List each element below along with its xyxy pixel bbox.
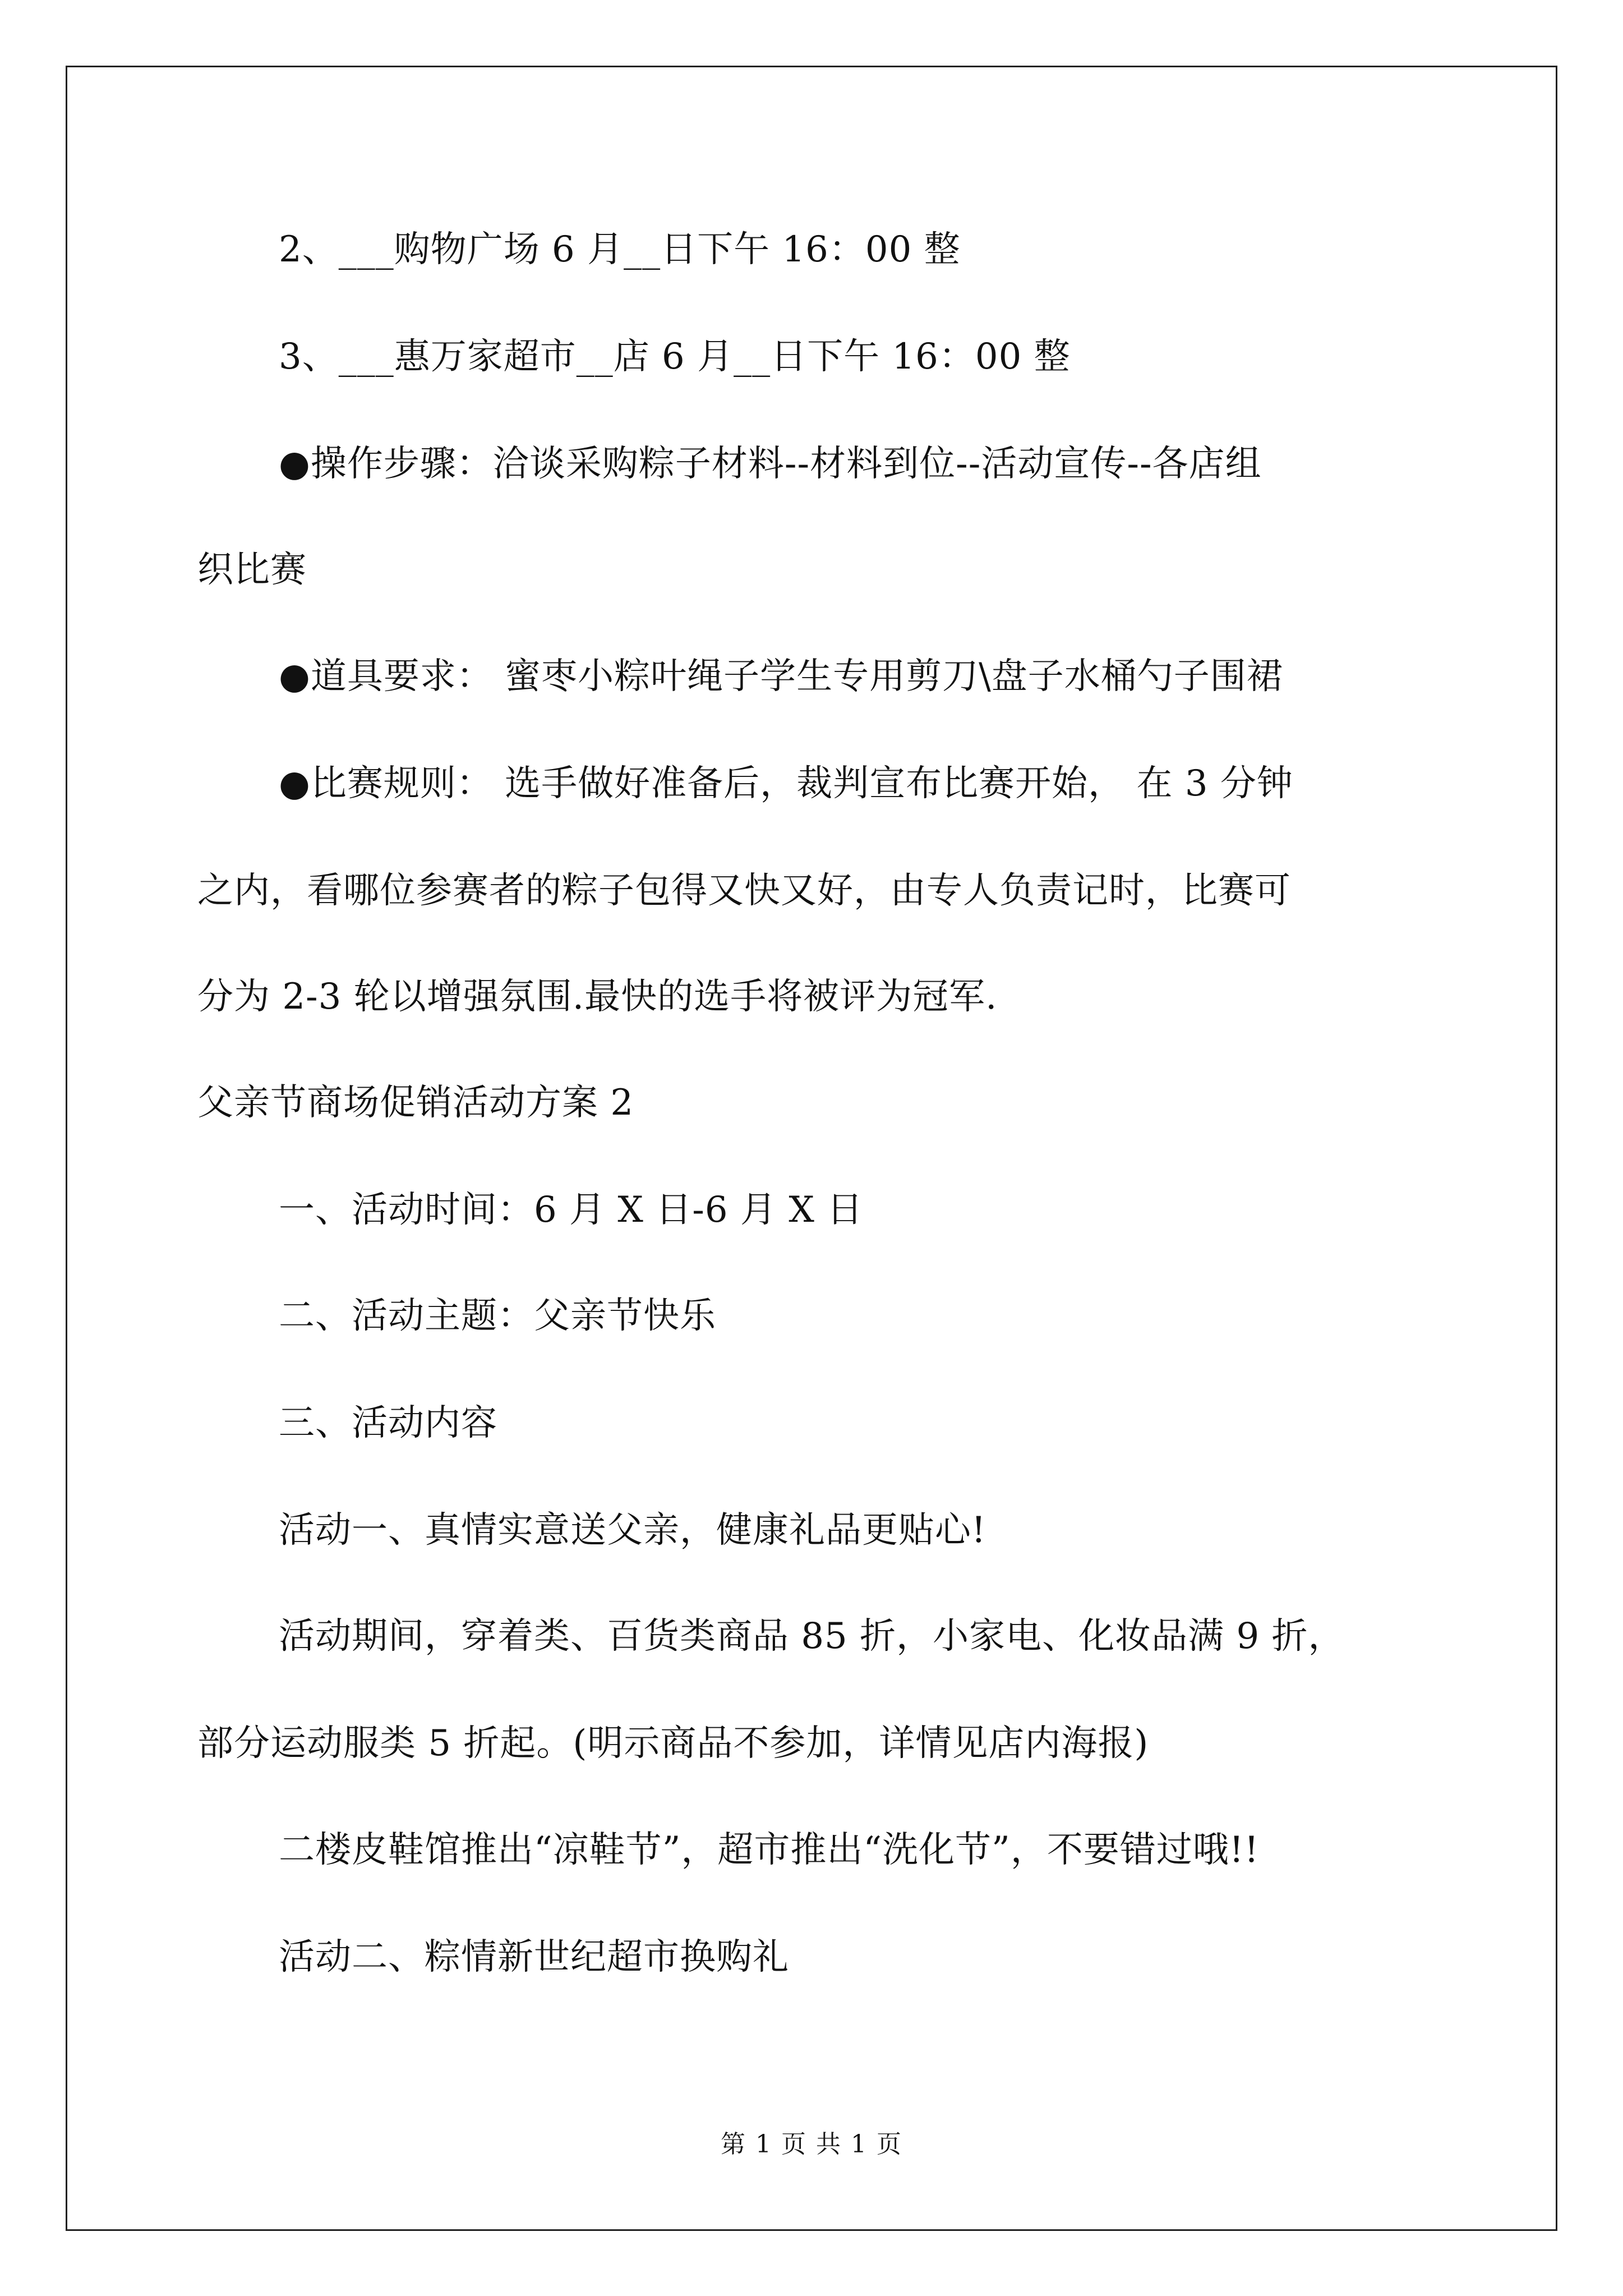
text-line: 二、活动主题：父亲节快乐 — [279, 1295, 716, 1337]
text-line: 分为 2-3 轮以增强氛围.最快的选手将被评为冠军. — [197, 976, 998, 1018]
text-line: 活动一、真情实意送父亲，健康礼品更贴心! — [279, 1510, 986, 1551]
text-line: ●比赛规则： 选手做好准备后，裁判宣布比赛开始， 在 3 分钟 — [279, 763, 1293, 804]
text-line: 3、___惠万家超市__店 6 月__日下午 16：00 整 — [279, 336, 1071, 378]
text-line: 2、___购物广场 6 月__日下午 16：00 整 — [279, 229, 961, 270]
page-border — [66, 66, 1557, 2231]
text-line: ●操作步骤：洽谈采购粽子材料--材料到位--活动宣传--各店组 — [279, 443, 1262, 485]
text-line: 之内，看哪位参赛者的粽子包得又快又好，由专人负责记时，比赛可 — [197, 870, 1291, 912]
text-line: 二楼皮鞋馆推出“凉鞋节”，超市推出“洗化节”，不要错过哦!! — [279, 1829, 1260, 1871]
text-line: 三、活动内容 — [279, 1402, 497, 1444]
text-line: 活动二、粽情新世纪超市换购礼 — [279, 1936, 789, 1978]
page-footer: 第 1 页 共 1 页 — [721, 2130, 902, 2159]
section-heading: 父亲节商场促销活动方案 2 — [197, 1082, 634, 1124]
text-line: 一、活动时间：6 月 X 日-6 月 X 日 — [279, 1189, 864, 1231]
text-line: 活动期间，穿着类、百货类商品 85 折，小家电、化妆品满 9 折， — [279, 1616, 1345, 1657]
text-line: 部分运动服类 5 折起。(明示商品不参加，详情见店内海报) — [197, 1723, 1149, 1764]
text-line: ●道具要求： 蜜枣小粽叶绳子学生专用剪刀\盘子水桶勺子围裙 — [279, 656, 1283, 697]
text-line: 织比赛 — [197, 549, 307, 591]
